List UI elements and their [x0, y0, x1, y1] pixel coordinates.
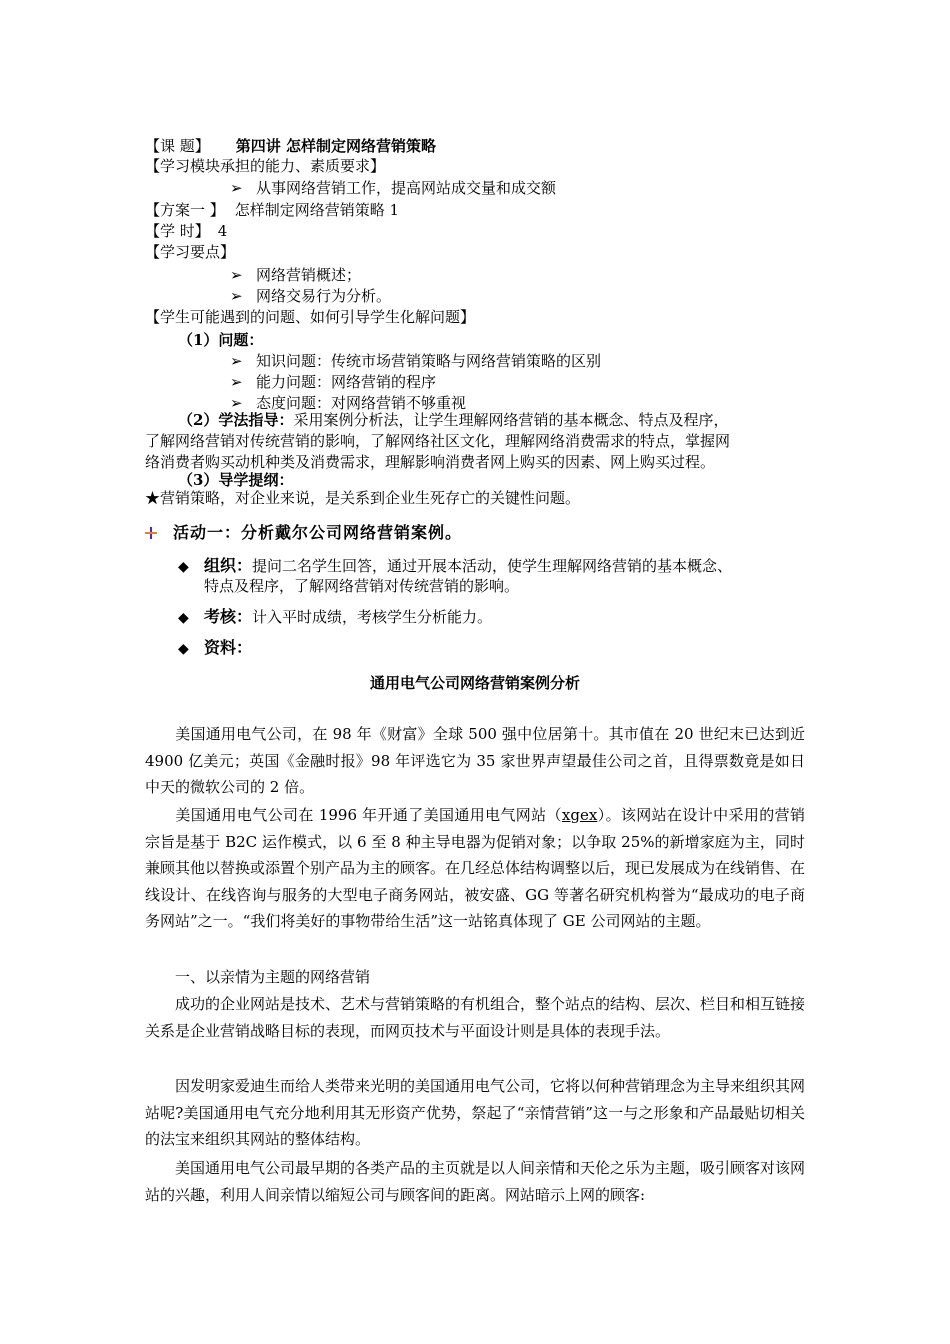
- p1-text: 美国通用电气公司，在 98 年《财富》全球 500 强中位居第十。其市值在 20 世纪末已达到近 4900 亿美元；英国《金融时报》98 年评选它为 35 家世界声望最佳公司之首，且得票数竟是如日中天的微软公司的 2 倍。: [145, 725, 805, 796]
- q2-text: 采用案例分析法，让学生理解网络营销的基本概念、特点及程序，: [293, 411, 729, 429]
- point-item: [230, 286, 391, 306]
- point-text: 网络营销概述；: [256, 266, 362, 284]
- point-text: 网络交易行为分析。: [256, 287, 392, 305]
- arrow-bullet-icon: ➢: [230, 266, 243, 284]
- p3-text: 成功的企业网站是技术、艺术与营销策略的有机组合，整个站点的结构、层次、栏目和相互链接关系是企业营销战略目标的表现，而网页技术与平面设计则是具体的表现手法。: [145, 995, 806, 1040]
- q1-item-text: 态度问题：对网络营销不够重视: [256, 394, 467, 412]
- diamond-bullet-icon: ◆: [178, 610, 189, 626]
- q3-label: （3）导学提纲：: [178, 471, 294, 489]
- q2-line-2: 了解网络营销对传统营销的影响，了解网络社区文化，理解网络消费需求的特点，掌握网: [145, 432, 731, 450]
- diamond-bullet-icon: ◆: [178, 559, 189, 575]
- article-paragraph-1: [145, 721, 805, 801]
- eval-label: 考核：: [204, 607, 253, 626]
- hours-label: 【学 时】: [145, 222, 210, 240]
- q2-label: （2）学法指导：: [178, 411, 294, 429]
- course-label: 【课 题】: [145, 137, 210, 155]
- org-line-1: [178, 556, 732, 577]
- material-line: [178, 638, 252, 659]
- activity-heading: [145, 523, 462, 543]
- material-label: 资料：: [204, 638, 253, 657]
- org-line-2: 特点及程序，了解网络营销对传统营销的影响。: [204, 577, 520, 595]
- p2-text-a: 美国通用电气公司在 1996 年开通了美国通用电气网站（: [175, 806, 562, 824]
- article-paragraph-4: [145, 1073, 805, 1153]
- org-label: 组织：: [204, 556, 253, 575]
- p2-text-b: ）。该网站在设计中采用的营销宗旨是基于 B2C 运作模式，以 6 至 8 种主导电器为促销对象；以争取 25%的新增家庭为主，同时兼顾其他以替换或添置个别产品为主的顾客。在几经总体结构调整以后，现已发展成为在线销售、在线设计、在线咨询与服务的大型电子商务网站，被安盛、GG 等著名研究机构誉为“最成功的电子商务网站”之一。“我们将美好的事物带给生活”这一站铭真体现了 GE 公司网站的主题。: [145, 806, 806, 930]
- ability-item-text: 从事网络营销工作，提高网站成交量和成交额: [256, 179, 557, 197]
- xgex-link[interactable]: xgex: [561, 806, 598, 824]
- plan-value: 怎样制定网络营销策略 1: [234, 201, 400, 219]
- article-paragraph-5: [145, 1155, 805, 1208]
- eval-text: 计入平时成绩，考核学生分析能力。: [252, 608, 493, 626]
- arrow-bullet-icon: ➢: [230, 394, 243, 412]
- plan-label: 【方案一 】: [145, 201, 225, 219]
- course-title: 第四讲 怎样制定网络营销策略: [235, 137, 437, 155]
- q1-item: [230, 372, 436, 392]
- arrow-bullet-icon: ➢: [230, 179, 243, 197]
- point-item: [230, 265, 361, 285]
- arrow-bullet-icon: ➢: [230, 373, 243, 391]
- q2-line-3: 络消费者购买动机种类及消费需求，理解影响消费者网上购买的因素、网上购买过程。: [145, 453, 716, 471]
- course-line: [145, 136, 436, 156]
- article-paragraph-2: [145, 802, 805, 935]
- ability-item: [230, 178, 556, 198]
- hours-value: 4: [217, 222, 228, 240]
- plus-bullet-icon: [145, 527, 157, 539]
- hours-line: [145, 221, 227, 241]
- problems-label: 【学生可能遇到的问题、如何引导学生化解问题】: [145, 308, 476, 326]
- org-text: 提问二名学生回答，通过开展本活动，使学生理解网络营销的基本概念、: [252, 557, 733, 575]
- arrow-bullet-icon: ➢: [230, 352, 243, 370]
- article-paragraph-3: [145, 991, 805, 1044]
- q1-item: [230, 351, 601, 371]
- section-heading-1: [145, 964, 805, 991]
- activity-title: 活动一：分析戴尔公司网络营销案例。: [173, 523, 463, 542]
- eval-line: [178, 607, 492, 628]
- ability-label: 【学习模块承担的能力、素质要求】: [145, 157, 386, 175]
- diamond-bullet-icon: ◆: [178, 641, 189, 657]
- p4-text: 因发明家爱迪生而给人类带来光明的美国通用电气公司，它将以何种营销理念为主导来组织其网站呢?美国通用电气充分地利用其无形资产优势，祭起了“亲情营销”这一与之形象和产品最贴切相关的法宝来组织其网站的整体结构。: [145, 1077, 806, 1148]
- article-title: 通用电气公司网络营销案例分析: [369, 674, 580, 692]
- points-label: 【学习要点】: [145, 243, 236, 261]
- q1-item-text: 知识问题：传统市场营销策略与网络营销策略的区别: [256, 352, 602, 370]
- p5-text: 美国通用电气公司最早期的各类产品的主页就是以人间亲情和天伦之乐为主题，吸引顾客对该网站的兴趣，利用人间亲情以缩短公司与顾客间的距离。网站暗示上网的顾客:: [145, 1159, 806, 1204]
- section1-text: 一、以亲情为主题的网络营销: [175, 968, 371, 986]
- q2-line-1: [178, 410, 728, 430]
- plan-line: [145, 200, 399, 220]
- star-text: ★营销策略，对企业来说，是关系到企业生死存亡的关键性问题。: [145, 489, 581, 507]
- q1-item-text: 能力问题：网络营销的程序: [256, 373, 437, 391]
- q1-label: （1）问题：: [178, 331, 264, 349]
- arrow-bullet-icon: ➢: [230, 287, 243, 305]
